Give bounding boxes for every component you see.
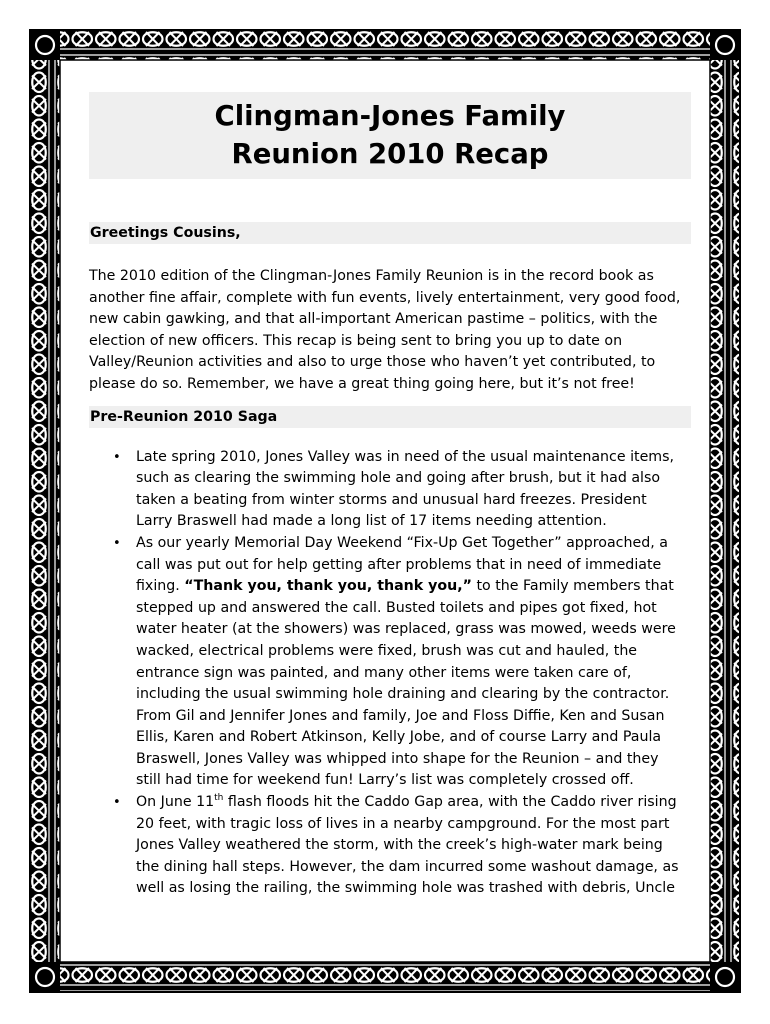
- bullet-text-end: flash floods hit the Caddo Gap area, with the Caddo river rising 20 feet, with tragic loss of lives in a nearby campground. For the most part Jones Valley weathered the storm, with the creek’s high-water mark being the dining hall steps. However, the dam incurred some washout damage, as well as losing the railing, the swimming hole was trashed with debris, Uncle: [136, 794, 679, 897]
- ordinal-suffix: th: [214, 793, 224, 804]
- bullet-text-end: to the Family members that stepped up and answered the call. Busted toilets and pipes got fixed, hot water heater (at the showers) was replaced, grass was mowed, weeds were wacked, electrical problems were fixed, brush was cut and hauled, the entrance sign was painted, and many other items were taken care of, including the usual swimming hole draining and clearing by the contractor. From Gil and Jennifer Jones and family, Joe and Floss Diffie, Ken and Susan Ellis, Karen and Robert Atkinson, Kelly Jobe, and of course Larry and Paula Braswell, Jones Valley was whipped into shape for the Reunion – and they still had time for weekend fun! Larry’s list was completely crossed off.: [136, 578, 676, 789]
- bullet-text: Late spring 2010, Jones Valley was in need of the usual maintenance items, such as clearing the swimming hole and going after brush, but it had also taken a beating from winter storms and unusual hard freezes. President Larry Braswell had made a long list of 17 items needing attention.: [136, 448, 675, 530]
- intro-text: The 2010 edition of the Clingman-Jones Family Reunion is in the record book as another fine affair, complete with fun events, lively entertainment, very good food, new cabin gawking, and that all-important American pastime – politics, with the election of new officers. This recap is being sent to bring you up to date on Valley/Reunion activities and also to urge those who haven’t yet contributed, to please do so. Remember, we have a great thing going here, but it’s not free!: [89, 268, 681, 392]
- title-line-1: Clingman-Jones Family: [214, 100, 566, 132]
- title-line-2: Reunion 2010 Recap: [231, 138, 549, 170]
- greeting-heading: Greetings Cousins,: [89, 222, 691, 244]
- list-item: [89, 792, 691, 900]
- title-banner: [89, 92, 691, 179]
- bullet-icon: •: [113, 449, 121, 465]
- intro-paragraph: [89, 266, 691, 396]
- list-item: [89, 533, 691, 792]
- section-heading-pre-reunion: Pre-Reunion 2010 Saga: [89, 406, 691, 428]
- list-item: [89, 447, 691, 533]
- bullet-icon: •: [113, 535, 121, 551]
- document-content: [89, 92, 691, 900]
- saga-bullet-list: [89, 447, 691, 900]
- bullet-text-bold: “Thank you, thank you, thank you,”: [184, 578, 472, 595]
- bullet-text-start: As our yearly Memorial Day Weekend “Fix-Up Get Together” approached, a call was put out for help getting after problems that in need of immediate fixing.: [136, 534, 668, 595]
- bullet-text-start: On June 11: [136, 794, 215, 811]
- bullet-icon: •: [113, 795, 121, 811]
